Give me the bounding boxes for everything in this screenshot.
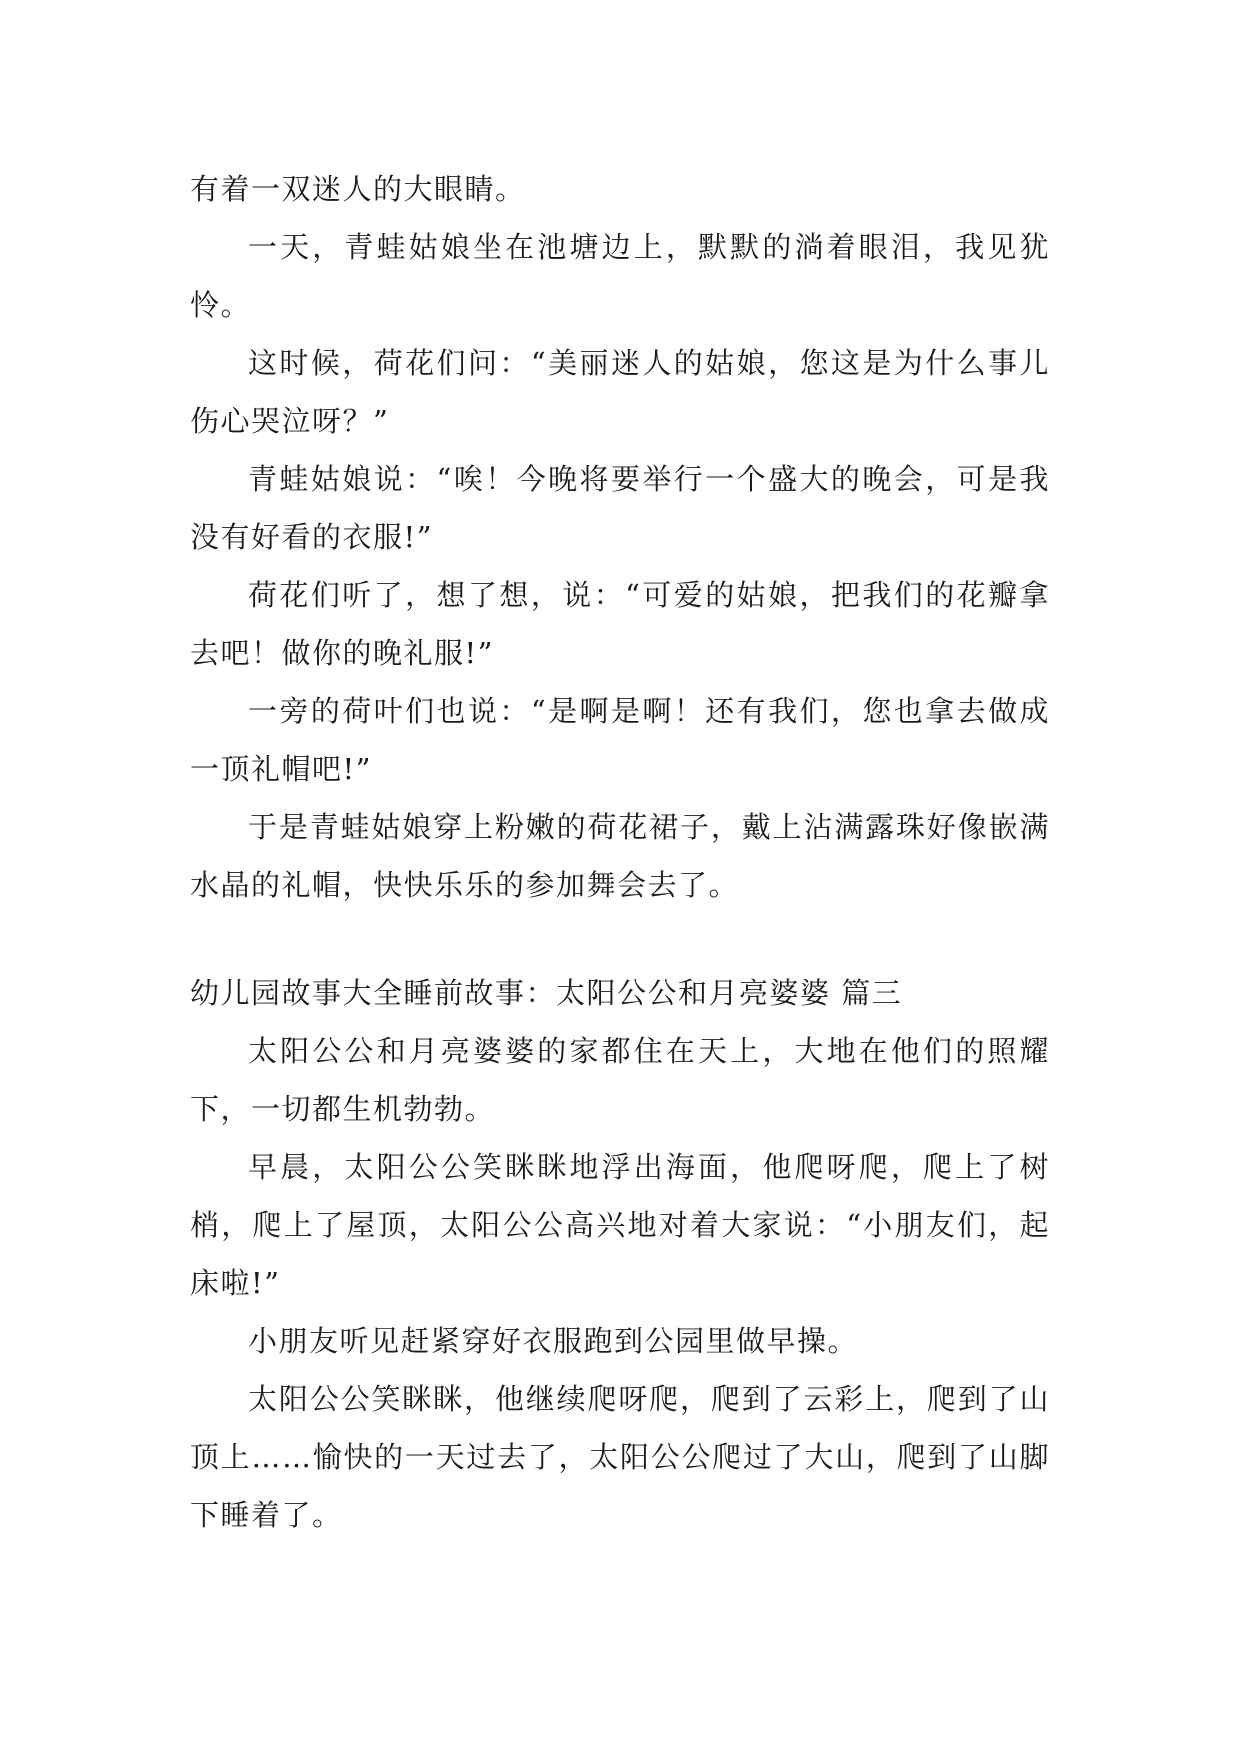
paragraph: 青蛙姑娘说：“唉！今晚将要举行一个盛大的晚会，可是我没有好看的衣服!” (190, 462, 1050, 554)
paragraph: 于是青蛙姑娘穿上粉嫩的荷花裙子，戴上沾满露珠好像嵌满水晶的礼帽，快快乐乐的参加舞会去了。 (190, 810, 1050, 902)
paragraph: 太阳公公和月亮婆婆的家都住在天上，大地在他们的照耀下，一切都生机勃勃。 (190, 1034, 1050, 1126)
paragraph: 太阳公公笑眯眯，他继续爬呀爬，爬到了云彩上，爬到了山顶上……愉快的一天过去了，太阳公公爬过了大山，爬到了山脚下睡着了。 (190, 1382, 1050, 1532)
paragraph: 一天，青蛙姑娘坐在池塘边上，默默的淌着眼泪，我见犹怜。 (190, 230, 1050, 322)
paragraph: 这时候，荷花们问：“美丽迷人的姑娘，您这是为什么事儿伤心哭泣呀？” (190, 346, 1050, 438)
paragraph: 早晨，太阳公公笑眯眯地浮出海面，他爬呀爬，爬上了树梢，爬上了屋顶，太阳公公高兴地对着大家说：“小朋友们，起床啦!” (190, 1150, 1050, 1300)
section-heading: 幼儿园故事大全睡前故事：太阳公公和月亮婆婆 篇三 (190, 976, 903, 1010)
paragraph: 荷花们听了，想了想，说：“可爱的姑娘，把我们的花瓣拿去吧！做你的晚礼服!” (190, 578, 1050, 670)
paragraph: 小朋友听见赶紧穿好衣服跑到公园里做早操。 (248, 1324, 859, 1358)
story-section-sun-moon (190, 964, 1050, 1544)
story-section-frog (190, 160, 1050, 914)
paragraph: 一旁的荷叶们也说：“是啊是啊！还有我们，您也拿去做成一顶礼帽吧!” (190, 694, 1050, 786)
paragraph: 有着一双迷人的大眼睛。 (190, 172, 526, 206)
